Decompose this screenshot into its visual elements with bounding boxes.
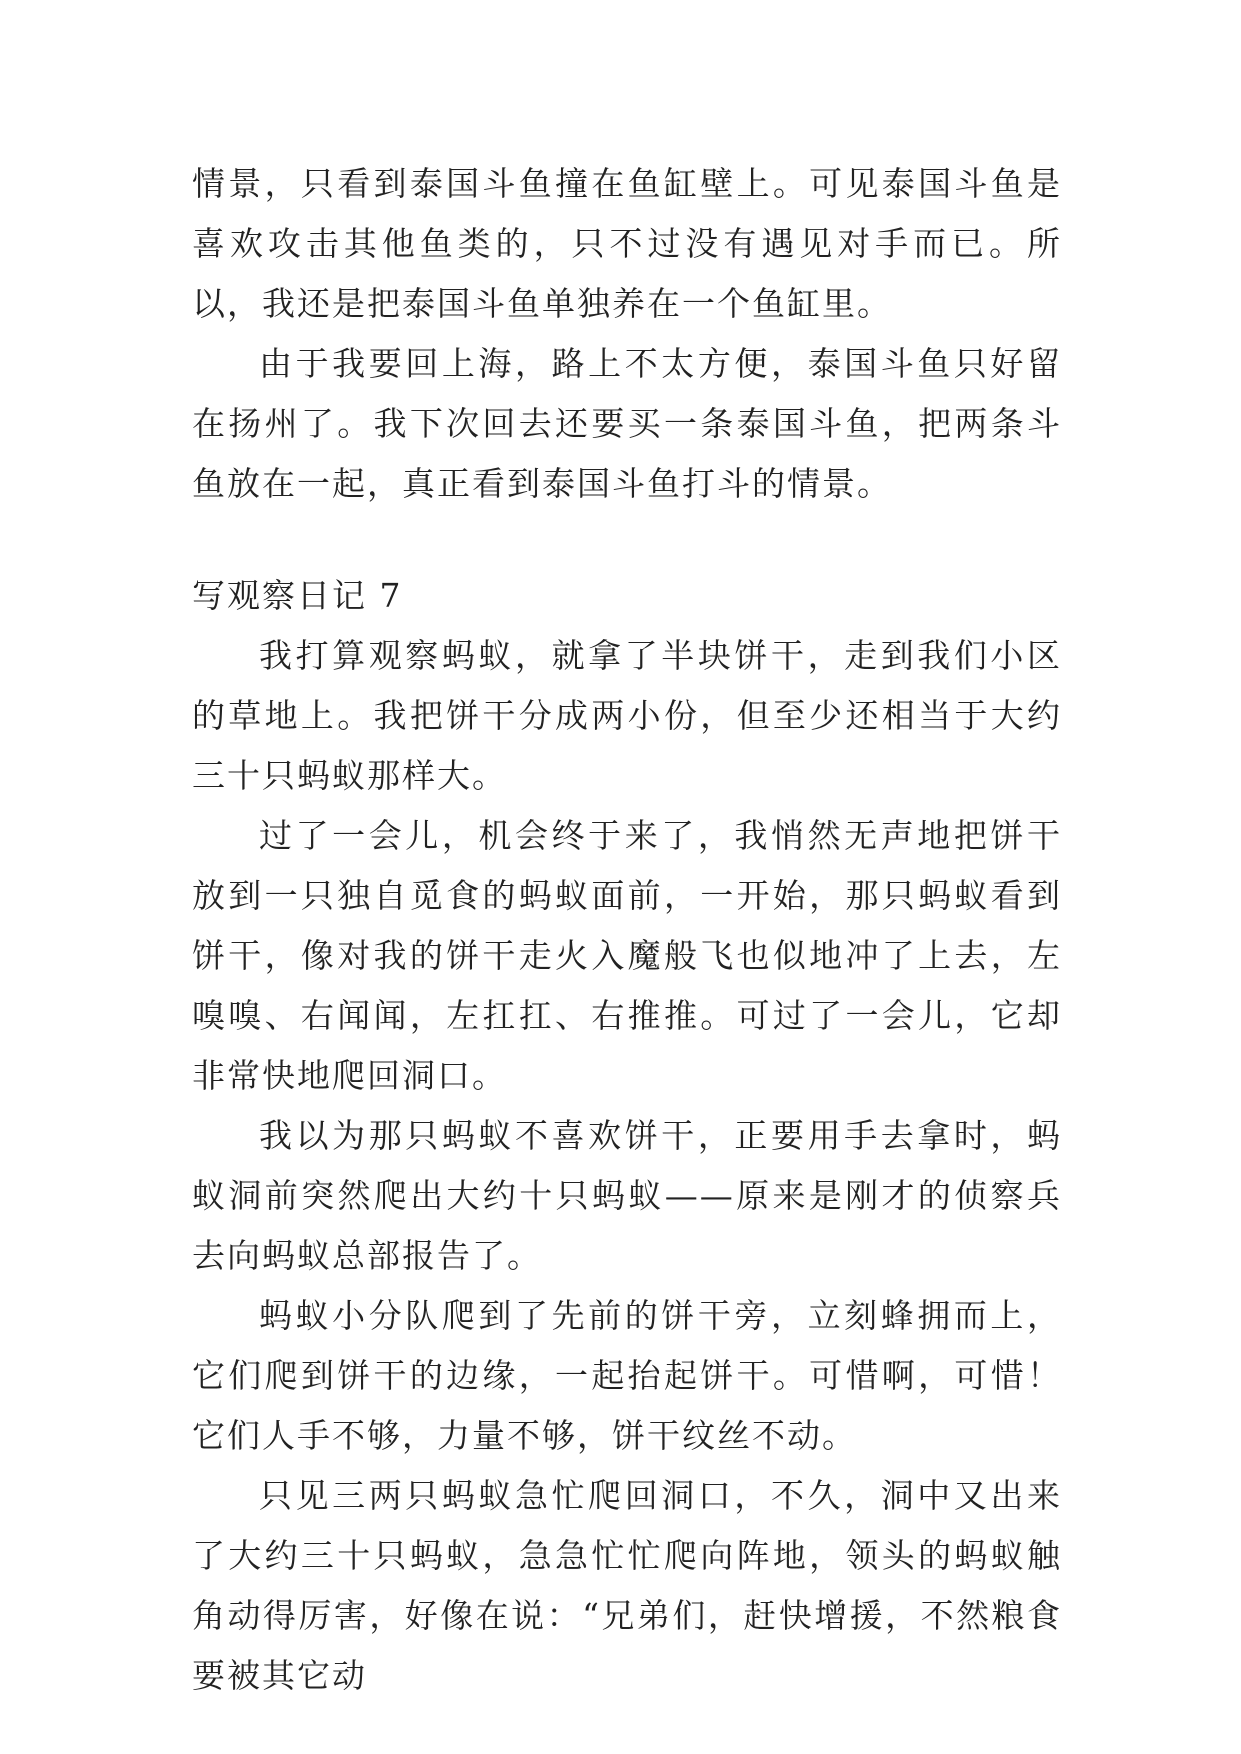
paragraph-ant-5: 只见三两只蚂蚁急忙爬回洞口，不久，洞中又出来了大约三十只蚂蚁，急急忙忙爬向阵地，领头的蚂蚁触角动得厉害，好像在说：“兄弟们，赶快增援，不然粮食要被其它动 — [192, 1476, 1062, 1695]
paragraph-ant-1: 我打算观察蚂蚁，就拿了半块饼干，走到我们小区的草地上。我把饼干分成两小份，但至少还相当于大约三十只蚂蚁那样大。 — [192, 636, 1062, 795]
paragraph-ant-4: 蚂蚁小分队爬到了先前的饼干旁，立刻蜂拥而上，它们爬到饼干的边缘，一起抬起饼干。可惜啊，可惜！它们人手不够，力量不够，饼干纹丝不动。 — [192, 1296, 1062, 1455]
paragraph-continued: 情景，只看到泰国斗鱼撞在鱼缸壁上。可见泰国斗鱼是喜欢攻击其他鱼类的，只不过没有遇见对手而已。所以，我还是把泰国斗鱼单独养在一个鱼缸里。 — [192, 164, 1062, 323]
paragraph-ant-3: 我以为那只蚂蚁不喜欢饼干，正要用手去拿时，蚂蚁洞前突然爬出大约十只蚂蚁——原来是刚才的侦察兵去向蚂蚁总部报告了。 — [192, 1116, 1062, 1275]
section-title: 写观察日记 7 — [192, 576, 403, 615]
paragraph-ant-2: 过了一会儿，机会终于来了，我悄然无声地把饼干放到一只独自觅食的蚂蚁面前，一开始，那只蚂蚁看到饼干，像对我的饼干走火入魔般飞也似地冲了上去，左嗅嗅、右闻闻，左扛扛、右推推。可过了一会儿，它却非常快地爬回洞口。 — [192, 816, 1062, 1095]
paragraph-return-shanghai: 由于我要回上海，路上不太方便，泰国斗鱼只好留在扬州了。我下次回去还要买一条泰国斗鱼，把两条斗鱼放在一起，真正看到泰国斗鱼打斗的情景。 — [192, 344, 1062, 503]
document-page — [192, 154, 1062, 1706]
